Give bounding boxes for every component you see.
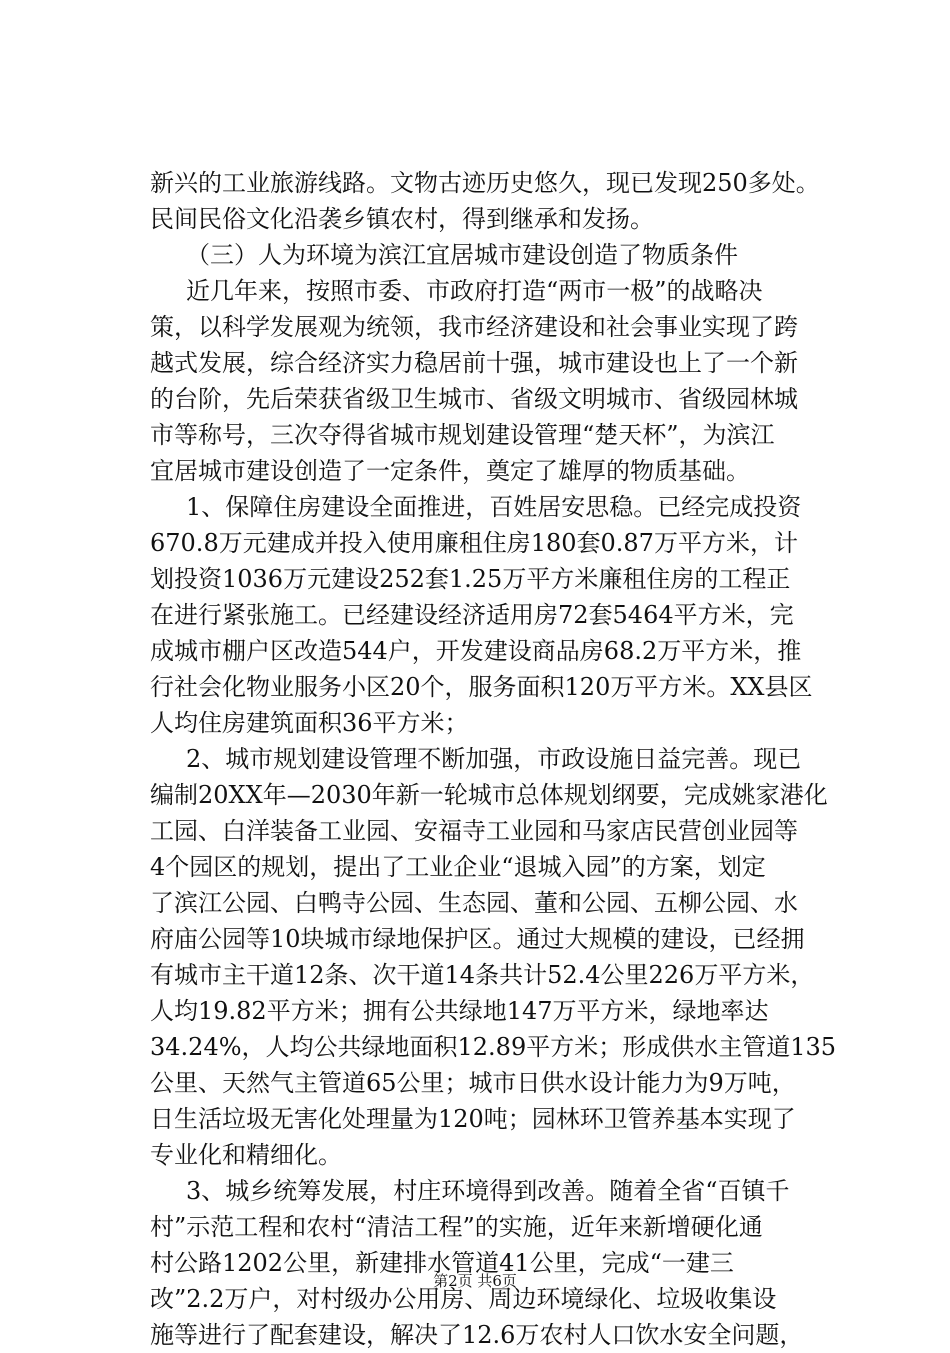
text-line: 4个园区的规划，提出了工业企业“退城入园”的方案，划定 [150,853,766,881]
text-line: 在进行紧张施工。已经建设经济适用房72套5464平方米，完 [150,601,794,629]
text-line: 策，以科学发展观为统领，我市经济建设和社会事业实现了跨 [150,313,798,341]
text-line: 划投资1036万元建设252套1.25万平方米廉租住房的工程正 [150,565,791,593]
text-line: 公里、天然气主管道65公里；城市日供水设计能力为9万吨， [150,1069,796,1097]
text-line: 市等称号，三次夺得省城市规划建设管理“楚天杯”，为滨江 [150,421,775,449]
text-line: 670.8万元建成并投入使用廉租住房180套0.87万平方米，计 [150,529,798,557]
text-line: 2、城市规划建设管理不断加强，市政设施日益完善。现已 [186,745,802,773]
text-line: 成城市棚户区改造544户，开发建设商品房68.2万平方米，推 [150,637,802,665]
text-line: 宜居城市建设创造了一定条件，奠定了雄厚的物质基础。 [150,457,750,485]
section-heading: （三）人为环境为滨江宜居城市建设创造了物质条件 [186,241,738,269]
text-line: 工园、白洋装备工业园、安福寺工业园和马家店民营创业园等 [150,817,798,845]
text-line: 新兴的工业旅游线路。文物古迹历史悠久，现已发现250多处。 [150,169,820,197]
page-number-footer: 第2页 共6页 [433,1272,517,1290]
text-line: 人均住房建筑面积36平方米； [150,709,469,737]
text-line: 了滨江公园、白鸭寺公园、生态园、董和公园、五柳公园、水 [150,889,798,917]
text-line: 的台阶，先后荣获省级卫生城市、省级文明城市、省级园林城 [150,385,798,413]
text-line: 施等进行了配套建设，解决了12.6万农村人口饮水安全问题， [150,1321,804,1349]
text-line: 行社会化物业服务小区20个，服务面积120万平方米。XX县区 [150,673,813,701]
text-line: 编制20XX年—2030年新一轮城市总体规划纲要，完成姚家港化 [150,781,828,809]
text-line: 日生活垃圾无害化处理量为120吨；园林环卫管养基本实现了 [150,1105,796,1133]
text-line: 府庙公园等10块城市绿地保护区。通过大规模的建设，已经拥 [150,925,805,953]
text-line: 34.24%，人均公共绿地面积12.89平方米；形成供水主管道135 [150,1033,837,1061]
text-line: 人均19.82平方米；拥有公共绿地147万平方米，绿地率达 [150,997,769,1025]
text-line: 专业化和精细化。 [150,1141,342,1169]
text-line: 村公路1202公里，新建排水管道41公里，完成“一建三 [150,1249,734,1277]
text-line: 有城市主干道12条、次干道14条共计52.4公里226万平方米， [150,961,815,989]
document-body [150,165,840,1353]
text-line: 3、城乡统筹发展，村庄环境得到改善。随着全省“百镇千 [186,1177,790,1205]
text-line: 民间民俗文化沿袭乡镇农村，得到继承和发扬。 [150,205,654,233]
text-line: 近几年来，按照市委、市政府打造“两市一极”的战略决 [186,277,763,305]
text-line: 1、保障住房建设全面推进，百姓居安思稳。已经完成投资 [186,493,802,521]
text-line: 改”2.2万户，对村级办公用房、周边环境绿化、垃圾收集设 [150,1285,777,1313]
text-line: 越式发展，综合经济实力稳居前十强，城市建设也上了一个新 [150,349,798,377]
text-line: 村”示范工程和农村“清洁工程”的实施，近年来新增硬化通 [150,1213,763,1241]
